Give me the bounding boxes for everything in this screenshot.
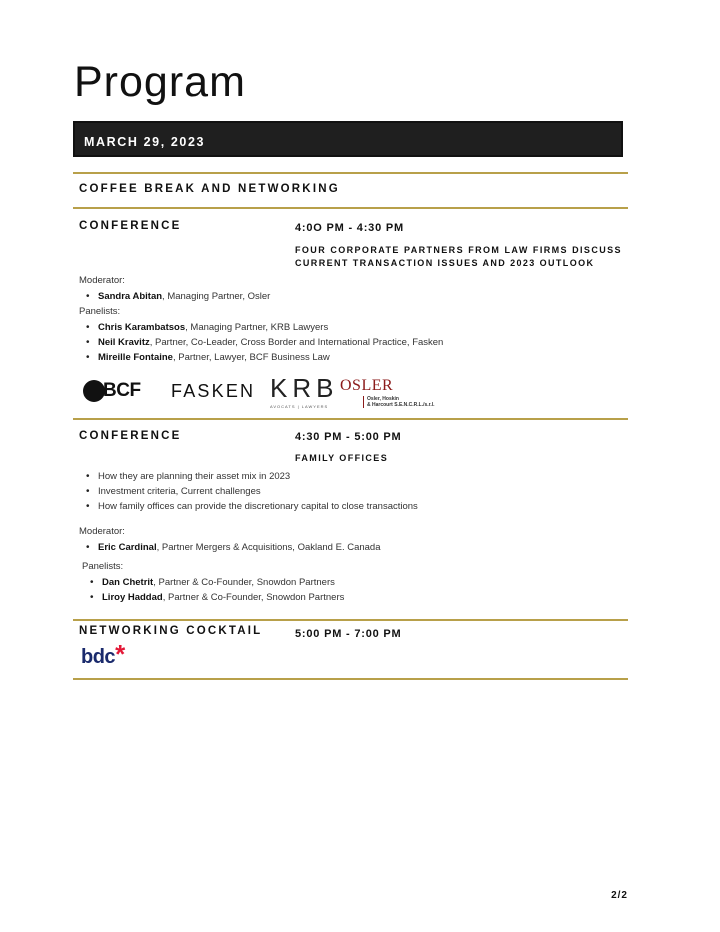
- topic-word: FROM: [468, 245, 501, 255]
- page-number: 2/2: [611, 890, 628, 901]
- moderator-list: [84, 289, 624, 304]
- topic-word: LAW: [504, 245, 529, 255]
- conference-2-heading: CONFERENCE: [79, 430, 182, 442]
- bdc-logo: bdc *: [81, 639, 126, 669]
- topic-word: PARTNERS: [403, 245, 464, 255]
- divider: [73, 678, 628, 680]
- topic-line-2: CURRENT TRANSACTION ISSUES AND 2023 OUTLOOK: [295, 258, 595, 268]
- topic-bullet-list: [84, 469, 624, 514]
- cocktail-heading: NETWORKING COCKTAIL: [79, 625, 263, 637]
- divider: [73, 619, 628, 621]
- conference-1-heading: CONFERENCE: [79, 220, 182, 232]
- topic-word: FIRMS: [532, 245, 568, 255]
- moderator-list: [84, 540, 624, 555]
- list-item: • Investment criteria, Current challenges: [84, 484, 624, 499]
- moderator-label: Moderator:: [79, 275, 125, 286]
- panelists-label: Panelists:: [79, 306, 121, 317]
- conference-2-time: 4:30 PM - 5:00 PM: [295, 431, 402, 443]
- list-item: • How they are planning their asset mix in 2023: [84, 469, 624, 484]
- panelists-label: Panelists:: [82, 561, 124, 572]
- topic-word: FOUR: [295, 245, 327, 255]
- divider: [73, 172, 628, 174]
- topic-word: CORPORATE: [330, 245, 400, 255]
- moderator-label: Moderator:: [79, 526, 125, 537]
- cocktail-time: 5:00 PM - 7:00 PM: [295, 628, 402, 640]
- topic-line-1: [295, 244, 622, 257]
- date-label: MARCH 29, 2023: [84, 135, 206, 149]
- bcf-circle-icon: [83, 380, 105, 402]
- krb-logo: KRB AVOCATS | LAWYERS: [270, 373, 339, 409]
- divider: [73, 418, 628, 420]
- bcf-logo: BCF: [83, 380, 141, 402]
- list-item: • Neil Kravitz, Partner, Co-Leader, Cross Border and International Practice, Fasken: [84, 335, 624, 350]
- conference-2-topic: FAMILY OFFICES: [295, 453, 389, 463]
- osler-subtitle: Osler, Hoskin & Harcourt S.E.N.C.R.L./s.r.l.: [363, 396, 435, 408]
- conference-1-time: 4:0O PM - 4:30 PM: [295, 222, 404, 234]
- list-item: • Sandra Abitan, Managing Partner, Osler: [84, 289, 624, 304]
- topic-word: DISCUSS: [572, 245, 622, 255]
- coffee-heading: COFFEE BREAK AND NETWORKING: [79, 183, 340, 195]
- panelist-list: [84, 320, 624, 365]
- list-item: • Mireille Fontaine, Partner, Lawyer, BCF Business Law: [84, 350, 624, 365]
- panelist-list: [88, 575, 628, 605]
- list-item: • Eric Cardinal, Partner Mergers & Acquisitions, Oakland E. Canada: [84, 540, 624, 555]
- page-title: Program: [74, 58, 246, 106]
- asterisk-icon: *: [115, 639, 126, 669]
- list-item: • How family offices can provide the discretionary capital to close transactions: [84, 499, 624, 514]
- osler-logo: OSLER Osler, Hoskin & Harcourt S.E.N.C.R.L./s.r.l.: [340, 377, 435, 408]
- conference-1-topic: [295, 244, 622, 270]
- list-item: • Liroy Haddad, Partner & Co-Founder, Snowdon Partners: [88, 590, 628, 605]
- list-item: • Dan Chetrit, Partner & Co-Founder, Snowdon Partners: [88, 575, 628, 590]
- fasken-logo: FASKEN: [171, 381, 256, 401]
- divider: [73, 207, 628, 209]
- list-item: • Chris Karambatsos, Managing Partner, KRB Lawyers: [84, 320, 624, 335]
